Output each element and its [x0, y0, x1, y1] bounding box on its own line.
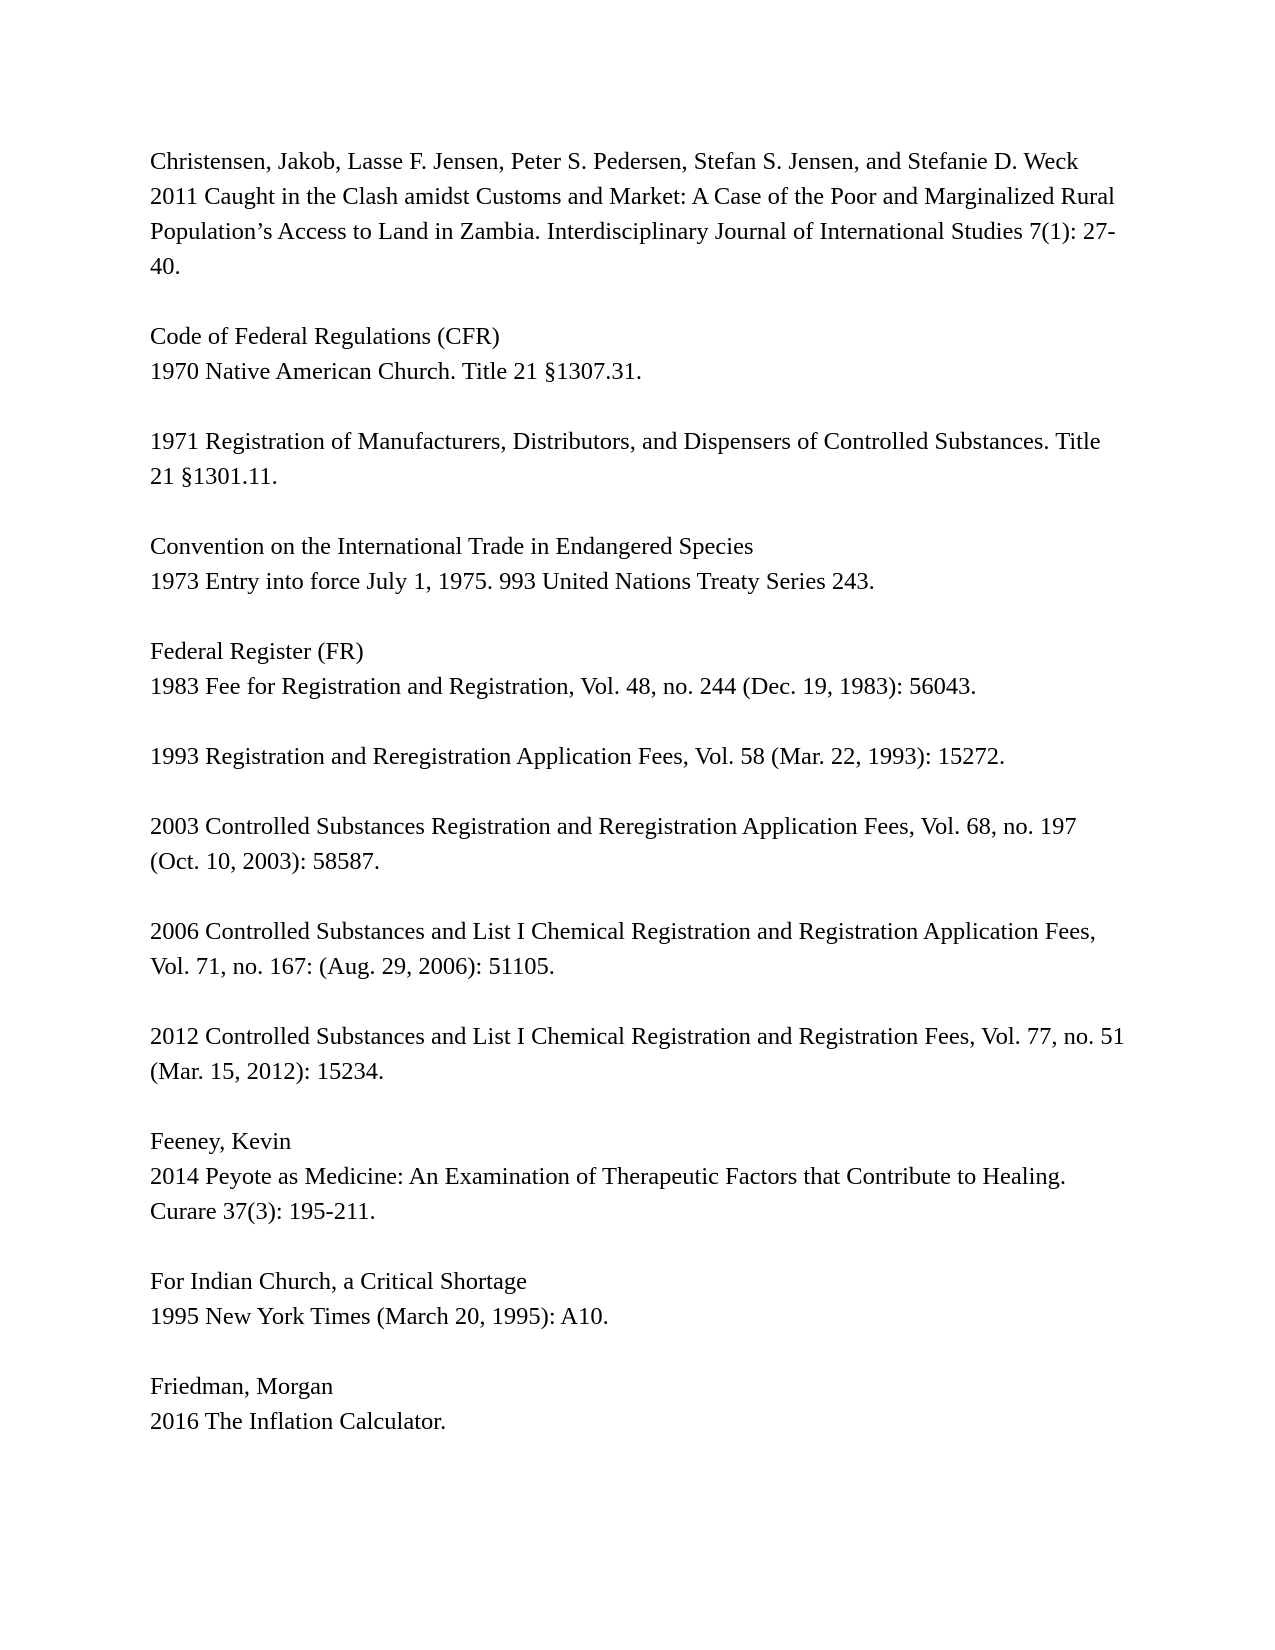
reference-author: Code of Federal Regulations (CFR)	[150, 323, 500, 350]
reference-author: For Indian Church, a Critical Shortage	[150, 1268, 527, 1295]
reference-citation: 2012 Controlled Substances and List I Chemical Registration and Registration Fees, Vol. 77, no. 51 (Mar. 15, 2012): 15234.	[150, 1023, 1125, 1085]
reference-author: Federal Register (FR)	[150, 638, 364, 665]
reference-citation: 1970 Native American Church. Title 21 §1307.31.	[150, 358, 642, 385]
reference-author: Convention on the International Trade in Endangered Species	[150, 533, 754, 560]
reference-citation: 2016 The Inflation Calculator.	[150, 1408, 447, 1435]
reference-entry	[150, 739, 1125, 774]
reference-entry	[150, 914, 1125, 984]
reference-citation: 1973 Entry into force July 1, 1975. 993 United Nations Treaty Series 243.	[150, 568, 875, 595]
reference-entry	[150, 1124, 1125, 1229]
bibliography-page	[150, 144, 1125, 1474]
reference-entry	[150, 1019, 1125, 1089]
reference-author: Friedman, Morgan	[150, 1373, 334, 1400]
reference-citation: 2011 Caught in the Clash amidst Customs and Market: A Case of the Poor and Marginalized Rural Population’s Access to Land in Zambia. Interdisciplinary Journal of International Studies 7(1): 27-40.	[150, 183, 1116, 280]
reference-author: Christensen, Jakob, Lasse F. Jensen, Peter S. Pedersen, Stefan S. Jensen, and Stefanie D. Weck	[150, 148, 1079, 175]
reference-entry	[150, 809, 1125, 879]
reference-entry	[150, 144, 1125, 284]
reference-entry	[150, 634, 1125, 704]
reference-author: Feeney, Kevin	[150, 1128, 292, 1155]
reference-citation: 1983 Fee for Registration and Registration, Vol. 48, no. 244 (Dec. 19, 1983): 56043.	[150, 673, 977, 700]
reference-entry	[150, 1264, 1125, 1334]
reference-entry	[150, 529, 1125, 599]
reference-citation: 2006 Controlled Substances and List I Chemical Registration and Registration Application Fees, Vol. 71, no. 167: (Aug. 29, 2006): 51105.	[150, 918, 1096, 980]
reference-citation: 1995 New York Times (March 20, 1995): A10.	[150, 1303, 609, 1330]
reference-citation: 1993 Registration and Reregistration Application Fees, Vol. 58 (Mar. 22, 1993): 15272.	[150, 743, 1006, 770]
reference-entry	[150, 319, 1125, 389]
reference-citation: 2014 Peyote as Medicine: An Examination of Therapeutic Factors that Contribute to Healing. Curare 37(3): 195-211.	[150, 1163, 1067, 1225]
reference-citation: 1971 Registration of Manufacturers, Distributors, and Dispensers of Controlled Substances. Title 21 §1301.11.	[150, 428, 1101, 490]
reference-entry	[150, 1369, 1125, 1439]
reference-citation: 2003 Controlled Substances Registration and Reregistration Application Fees, Vol. 68, no. 197 (Oct. 10, 2003): 58587.	[150, 813, 1077, 875]
reference-entry	[150, 424, 1125, 494]
